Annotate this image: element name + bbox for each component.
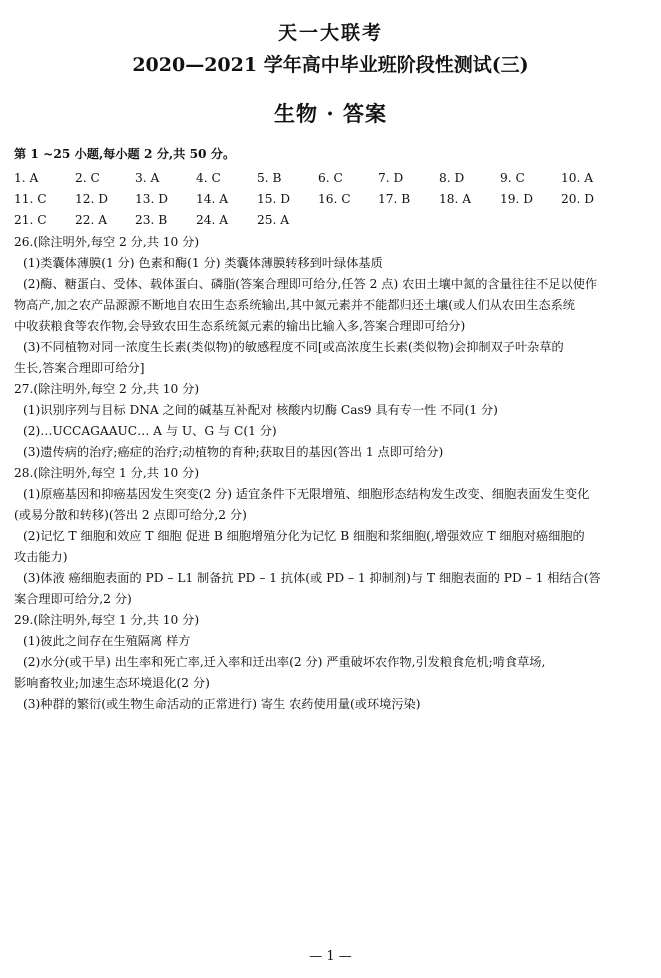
mc-answer: 24. A <box>196 213 229 227</box>
q26-line: 中收获粮食等农作物,会导致农田生态系统氮元素的输出比输入多,答案合理即可给分) <box>14 319 466 333</box>
mc-answer: 25. A <box>257 213 290 227</box>
q28-line: (2)记忆 T 细胞和效应 T 细胞 促进 B 细胞增殖分化为记忆 B 细胞和浆细胞(,增强效应 T 细胞对癌细胞的 <box>23 529 585 543</box>
subject-title: 生物 · 答案 <box>274 101 387 126</box>
mc-instructions: 第 1 ~25 小题,每小题 2 分,共 50 分。 <box>14 147 236 161</box>
mc-answer: 15. D <box>257 192 291 206</box>
mc-answer: 17. B <box>378 192 411 206</box>
q26-line: (2)酶、糖蛋白、受体、载体蛋白、磷脂(答案合理即可给分,任答 2 点) 农田土壤中氮的含量往往不足以使作 <box>23 277 598 291</box>
q28-line: (3)体液 癌细胞表面的 PD – L1 制备抗 PD – 1 抗体(或 PD – 1 抑制剂)与 T 细胞表面的 PD – 1 相结合(答 <box>23 571 601 585</box>
mc-answer: 9. C <box>500 171 525 185</box>
q28-line: (或易分散和转移)(答出 2 点即可给分,2 分) <box>14 508 247 522</box>
q27-line: (1)识别序列与目标 DNA 之间的碱基互补配对 核酸内切酶 Cas9 具有专一性 不同(1 分) <box>23 403 498 417</box>
q28-line: 攻击能力) <box>14 550 68 564</box>
mc-answer: 13. D <box>135 192 169 206</box>
q29-line: 影响畜牧业;加速生态环境退化(2 分) <box>14 676 210 690</box>
mc-answer: 7. D <box>378 171 404 185</box>
q27-line: (2)…UCCAGAAUC… A 与 U、G 与 C(1 分) <box>23 424 277 438</box>
q26-line: (1)类囊体薄膜(1 分) 色素和酶(1 分) 类囊体薄膜转移到叶绿体基质 <box>23 256 383 270</box>
q28-header: 28.(除注明外,每空 1 分,共 10 分) <box>14 466 200 480</box>
mc-answer: 16. C <box>318 192 351 206</box>
mc-answer: 19. D <box>500 192 534 206</box>
mc-answer: 5. B <box>257 171 282 185</box>
mc-answer: 10. A <box>561 171 594 185</box>
mc-answer: 6. C <box>318 171 343 185</box>
mc-answer: 14. A <box>196 192 229 206</box>
mc-answer: 4. C <box>196 171 221 185</box>
mc-answer: 12. D <box>75 192 109 206</box>
q29-line: (1)彼此之间存在生殖隔离 样方 <box>23 634 191 648</box>
q26-line: 生长,答案合理即可给分] <box>14 361 145 375</box>
q27-line: (3)遗传病的治疗;癌症的治疗;动植物的育种;获取目的基因(答出 1 点即可给分) <box>23 445 444 459</box>
q27-header: 27.(除注明外,每空 2 分,共 10 分) <box>14 382 200 396</box>
mc-answer: 21. C <box>14 213 47 227</box>
mc-answer: 8. D <box>439 171 465 185</box>
q26-line: 物高产,加之农产品源源不断地自农田生态系统输出,其中氮元素并不能都归还土壤(或人们从农田生态系统 <box>14 298 575 312</box>
q29-line: (2)水分(或干旱) 出生率和死亡率,迁入率和迁出率(2 分) 严重破坏农作物,引发粮食危机;啃食草场, <box>23 655 546 669</box>
mc-answer: 3. A <box>135 171 160 185</box>
page-number: — 1 — <box>309 949 352 964</box>
mc-answer: 20. D <box>561 192 595 206</box>
exam-title: 2020—2021 学年高中毕业班阶段性测试(三) <box>132 54 529 76</box>
organization-title: 天一大联考 <box>277 22 383 44</box>
mc-answer: 22. A <box>75 213 108 227</box>
mc-answer: 2. C <box>75 171 100 185</box>
mc-answer: 1. A <box>14 171 39 185</box>
mc-answer: 11. C <box>14 192 47 206</box>
q26-header: 26.(除注明外,每空 2 分,共 10 分) <box>14 235 200 249</box>
q26-line: (3)不同植物对同一浓度生长素(类似物)的敏感程度不同[或高浓度生长素(类似物)会抑制双子叶杂草的 <box>23 340 564 354</box>
q28-line: 案合理即可给分,2 分) <box>14 592 132 606</box>
q28-line: (1)原癌基因和抑癌基因发生突变(2 分) 适宜条件下无限增殖、细胞形态结构发生改变、细胞表面发生变化 <box>23 487 590 501</box>
q29-header: 29.(除注明外,每空 1 分,共 10 分) <box>14 613 200 627</box>
q29-line: (3)种群的繁衍(或生物生命活动的正常进行) 寄生 农药使用量(或环境污染) <box>23 697 421 711</box>
mc-answer: 18. A <box>439 192 472 206</box>
mc-answer: 23. B <box>135 213 168 227</box>
